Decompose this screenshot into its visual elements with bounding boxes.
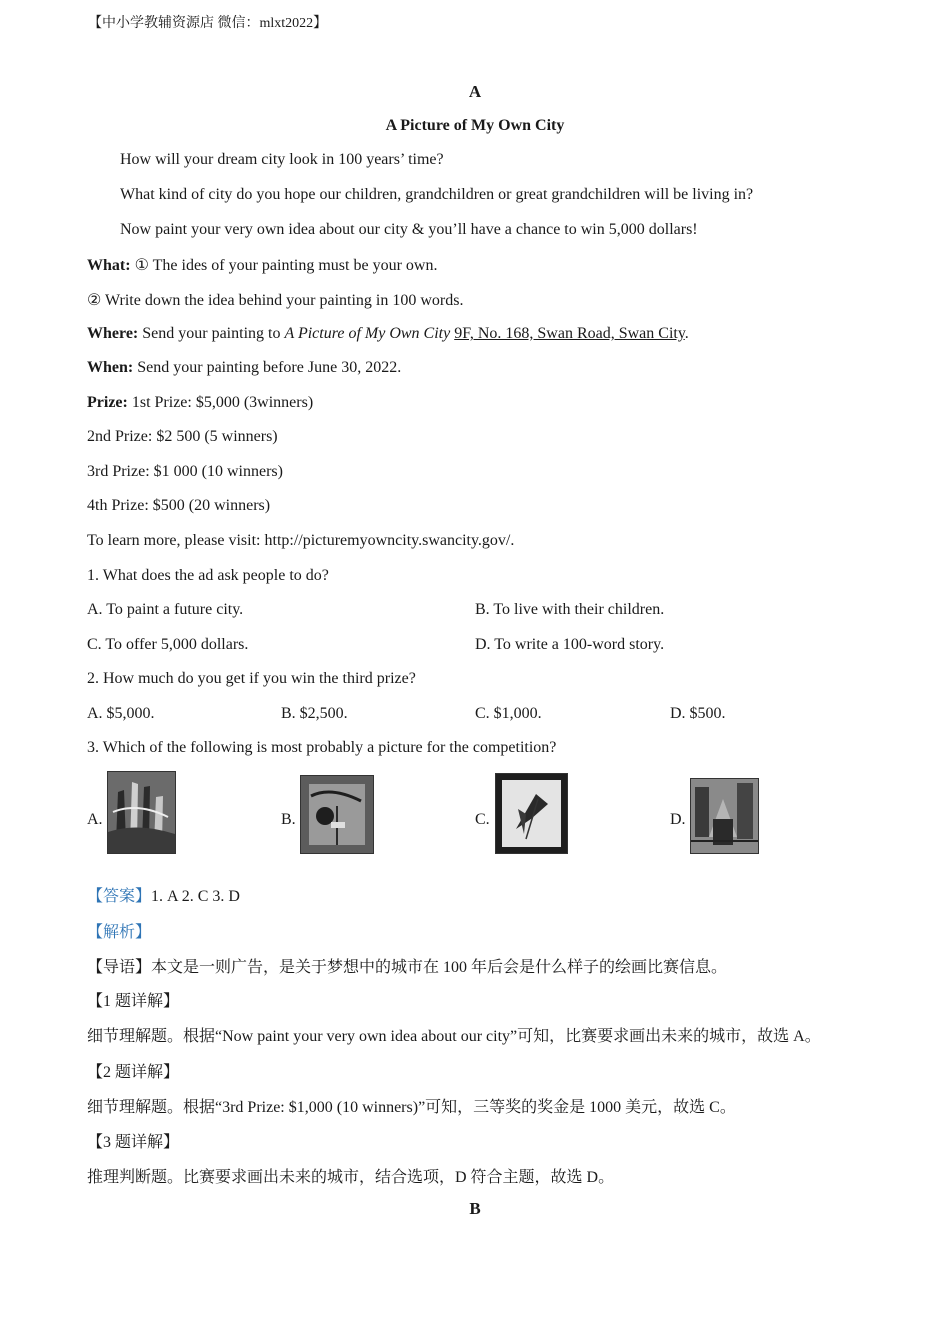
where-text: Send your painting to — [138, 325, 285, 342]
q2-option-d: D. $500. — [670, 705, 726, 722]
detail-2-title: 【2 题详解】 — [87, 1064, 180, 1081]
section-b-heading: B — [469, 1199, 481, 1218]
q3-picture-c-framed-flower — [495, 773, 568, 854]
q2-option-b: B. $2,500. — [281, 705, 348, 722]
learn-more: To learn more, please visit: http://picturemyowncity.swancity.gov/. — [87, 532, 515, 549]
q2-question: 2. How much do you get if you win the third prize? — [87, 670, 416, 687]
q1-option-c: C. To offer 5,000 dollars. — [87, 636, 249, 653]
when-line — [87, 359, 401, 377]
intro-line-3: Now paint your very own idea about our city & you’ll have a chance to win 5,000 dollars! — [120, 221, 698, 238]
header-banner: 【中小学教辅资源店 微信：mlxt2022】 — [88, 16, 328, 31]
q3-option-a-label: A. — [87, 811, 103, 828]
answer-text: 1. A 2. C 3. D — [151, 888, 240, 905]
guide-text: 【导语】本文是一则广告，是关于梦想中的城市在 100 年后会是什么样子的绘画比赛信息。 — [87, 959, 728, 976]
when-label: When: — [87, 359, 134, 376]
prize-line — [87, 394, 313, 412]
q3-option-c-label: C. — [475, 811, 490, 828]
detail-1-title: 【1 题详解】 — [87, 993, 180, 1010]
q1-option-d: D. To write a 100-word story. — [475, 636, 665, 653]
q2-option-c: C. $1,000. — [475, 705, 542, 722]
q3-option-d-label: D. — [670, 811, 686, 828]
q3-picture-a-city-sketch — [107, 771, 176, 854]
detail-1-text: 细节理解题。根据“Now paint your very own idea about our city”可知，比赛要求画出未来的城市，故选 A。 — [87, 1028, 821, 1045]
q3-picture-b-window-sketch — [300, 775, 374, 854]
q3-option-b-label: B. — [281, 811, 296, 828]
what-text: ① The ides of your painting must be your own. — [130, 257, 438, 274]
q1-option-a: A. To paint a future city. — [87, 601, 244, 618]
q3-picture-d-street-scene — [690, 778, 759, 854]
where-end: . — [684, 325, 689, 342]
what-line — [87, 255, 437, 275]
where-address: 9F, No. 168, Swan Road, Swan City — [454, 325, 685, 342]
passage-title: A Picture of My Own City — [385, 117, 565, 134]
where-italic: A Picture of My Own City — [284, 325, 451, 342]
answer-label: 【答案】 — [87, 888, 152, 905]
where-label: Where: — [87, 325, 139, 342]
prize-3rd: 3rd Prize: $1 000 (10 winners) — [87, 463, 283, 480]
what-label: What: — [87, 257, 131, 274]
q1-question: 1. What does the ad ask people to do? — [87, 567, 329, 584]
intro-line-1: How will your dream city look in 100 years’ time? — [120, 151, 444, 168]
prize-2nd: 2nd Prize: $2 500 (5 winners) — [87, 428, 278, 445]
detail-3-text: 推理判断题。比赛要求画出未来的城市，结合选项，D 符合主题，故选 D。 — [87, 1169, 615, 1186]
when-text: Send your painting before June 30, 2022. — [133, 359, 402, 376]
prize-4th: 4th Prize: $500 (20 winners) — [87, 497, 271, 514]
q1-option-b: B. To live with their children. — [475, 601, 665, 618]
detail-2-text: 细节理解题。根据“3rd Prize: $1,000 (10 winners)”可知，三等奖的奖金是 1000 美元，故选 C。 — [87, 1099, 736, 1116]
prize-text: 1st Prize: $5,000 (3winners) — [127, 394, 314, 411]
prize-label: Prize: — [87, 394, 128, 411]
q2-option-a: A. $5,000. — [87, 705, 155, 722]
where-line — [87, 325, 689, 343]
q3-question: 3. Which of the following is most probably a picture for the competition? — [87, 739, 557, 756]
section-a-heading: A — [468, 82, 482, 101]
detail-3-title: 【3 题详解】 — [87, 1134, 180, 1151]
what-line-2: ② Write down the idea behind your painting in 100 words. — [87, 292, 464, 309]
intro-line-2: What kind of city do you hope our children, grandchildren or great grandchildren will be living in? — [120, 186, 754, 203]
analysis-label: 【解析】 — [87, 924, 152, 941]
answer-line — [87, 883, 240, 906]
